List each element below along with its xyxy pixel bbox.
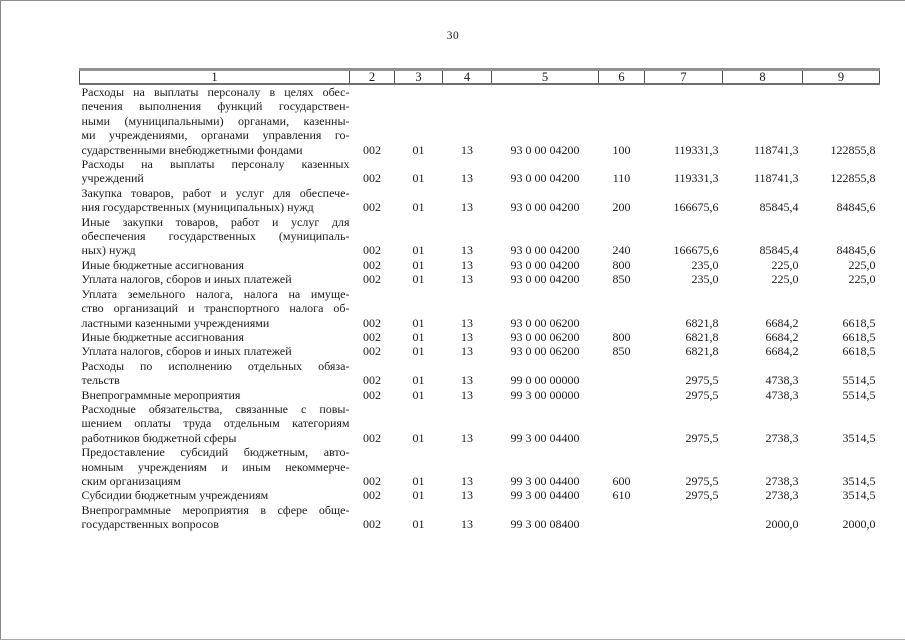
expense-name: Предоставление субсидий бюджетным, авто- номным учреждениям и иным некоммерче- ским организациям	[81, 445, 350, 488]
subsection-code: 13	[461, 200, 473, 215]
amount-year1: 119331,3	[673, 171, 719, 186]
expense-name: Расходы по исполнению отдельных обяза- тельств	[81, 358, 350, 388]
table-header-row	[80, 70, 880, 85]
expense-type-code	[599, 359, 645, 388]
subsection-code: 13	[461, 171, 473, 186]
expense-name: Иные бюджетные ассигнования	[81, 257, 244, 272]
budget-expenditure-table	[79, 68, 880, 532]
subsection-code: 13	[461, 430, 473, 445]
target-article-code: 93 0 00 04200	[510, 272, 580, 287]
amount-year2: 4738,3	[765, 387, 799, 402]
target-article-code: 93 0 00 04200	[510, 171, 580, 186]
expense-type-code: 850	[612, 272, 631, 287]
subsection-code: 13	[461, 373, 473, 388]
expense-name: Расходы на выплаты персоналу в целях обес- печения выполнения функций государствен- ными (муниципальными) органами, казенны- ми учреждениями, органами управления го- сударственными внебюджетными фондами	[81, 85, 350, 157]
subsection-code: 13	[461, 257, 473, 272]
amount-year3: 225,0	[848, 272, 876, 287]
subsection-code: 13	[461, 142, 473, 157]
grbs-code: 002	[363, 344, 381, 359]
subsection-code: 13	[461, 315, 473, 330]
amount-year3: 84845,6	[836, 243, 876, 258]
table-row	[80, 186, 880, 215]
section-code: 01	[412, 257, 425, 272]
table-row	[80, 330, 880, 344]
amount-year1: 2975,5	[685, 488, 719, 503]
table-row	[80, 503, 880, 532]
table-row	[80, 258, 880, 272]
amount-year3: 5514,5	[842, 373, 876, 388]
expense-name: Внепрограммные мероприятия в сфере обще- государственных вопросов	[81, 502, 350, 532]
grbs-code: 002	[363, 315, 381, 330]
target-article-code: 99 3 00 08400	[510, 517, 580, 532]
target-article-code: 99 3 00 04400	[510, 430, 580, 445]
amount-year2: 118741,3	[753, 142, 799, 157]
table-row	[80, 359, 880, 388]
expense-name: Расходы на выплаты персоналу казенных учреждений	[81, 157, 350, 186]
amount-year1: 2975,5	[685, 473, 719, 488]
section-code: 01	[412, 315, 425, 330]
amount-year2: 225,0	[771, 257, 799, 272]
expense-type-code: 800	[612, 257, 631, 272]
expense-name: Иные бюджетные ассигнования	[81, 329, 244, 344]
table-row	[80, 84, 880, 157]
grbs-code: 002	[363, 517, 381, 532]
grbs-code: 002	[363, 171, 381, 186]
amount-year1: 119331,3	[673, 142, 719, 157]
grbs-code: 002	[363, 430, 381, 445]
section-code: 01	[412, 373, 425, 388]
amount-year2: 85845,4	[759, 243, 799, 258]
table-body	[80, 84, 880, 532]
amount-year3: 225,0	[848, 257, 876, 272]
amount-year2: 225,0	[771, 272, 799, 287]
grbs-code: 002	[363, 243, 381, 258]
amount-year2: 85845,4	[759, 200, 799, 215]
expense-name: Уплата земельного налога, налога на имуще- ство организаций и транспортного налога об- ластными казенными учреждениями	[81, 286, 350, 330]
column-header-2: 2	[350, 70, 395, 85]
grbs-code: 002	[363, 257, 381, 272]
section-code: 01	[412, 272, 425, 287]
amount-year2: 2738,3	[765, 488, 799, 503]
subsection-code: 13	[461, 517, 473, 532]
section-code: 01	[412, 517, 425, 532]
target-article-code: 93 0 00 04200	[510, 243, 580, 258]
amount-year2: 2000,0	[765, 517, 799, 532]
amount-year1: 6821,8	[685, 329, 719, 344]
subsection-code: 13	[461, 473, 473, 488]
amount-year3: 6618,5	[842, 344, 876, 359]
section-code: 01	[412, 243, 425, 258]
amount-year3: 5514,5	[842, 387, 876, 402]
target-article-code: 93 0 00 04200	[510, 142, 580, 157]
expense-type-code: 600	[612, 473, 631, 488]
grbs-code: 002	[363, 272, 381, 287]
section-code: 01	[412, 488, 425, 503]
expense-type-code	[599, 388, 645, 402]
section-code: 01	[412, 200, 425, 215]
section-code: 01	[412, 142, 425, 157]
amount-year3: 6618,5	[842, 329, 876, 344]
expense-type-code: 100	[612, 142, 631, 157]
target-article-code: 93 0 00 06200	[510, 315, 580, 330]
grbs-code: 002	[363, 488, 381, 503]
table-row	[80, 488, 880, 502]
column-header-5: 5	[492, 70, 599, 85]
expense-type-code: 240	[612, 243, 631, 258]
amount-year1: 2975,5	[685, 373, 719, 388]
target-article-code: 93 0 00 04200	[510, 200, 580, 215]
page-number: 30	[446, 30, 460, 42]
amount-year1: 6821,8	[685, 344, 719, 359]
column-header-7: 7	[645, 70, 723, 85]
amount-year3: 2000,0	[842, 517, 876, 532]
amount-year1: 2975,5	[685, 430, 719, 445]
column-header-6: 6	[599, 70, 645, 85]
expense-type-code	[599, 503, 645, 532]
column-header-4: 4	[443, 70, 492, 85]
target-article-code: 93 0 00 04200	[510, 257, 580, 272]
target-article-code: 99 3 00 04400	[510, 473, 580, 488]
subsection-code: 13	[461, 387, 473, 402]
amount-year1: 166675,6	[673, 200, 719, 215]
expense-type-code: 200	[612, 200, 631, 215]
amount-year1: 235,0	[691, 272, 719, 287]
target-article-code: 99 3 00 00000	[510, 387, 580, 402]
expense-name: Внепрограммные мероприятия	[81, 387, 241, 402]
subsection-code: 13	[461, 344, 473, 359]
expense-type-code	[599, 287, 645, 330]
table-row	[80, 388, 880, 402]
subsection-code: 13	[461, 488, 473, 503]
amount-year1: 235,0	[691, 257, 719, 272]
column-header-3: 3	[395, 70, 443, 85]
column-header-1: 1	[80, 70, 350, 85]
expense-type-code	[599, 402, 645, 445]
expense-type-code: 850	[612, 344, 631, 359]
expense-name: Уплата налогов, сборов и иных платежей	[81, 272, 292, 287]
grbs-code: 002	[363, 473, 381, 488]
amount-year3: 122855,8	[830, 171, 876, 186]
target-article-code: 93 0 00 06200	[510, 329, 580, 344]
target-article-code: 99 0 00 00000	[510, 373, 580, 388]
grbs-code: 002	[363, 373, 381, 388]
table-row	[80, 344, 880, 358]
amount-year1: 2975,5	[685, 387, 719, 402]
amount-year1: 6821,8	[685, 315, 719, 330]
section-code: 01	[412, 387, 425, 402]
amount-year3: 122855,8	[830, 142, 876, 157]
amount-year1: 166675,6	[673, 243, 719, 258]
grbs-code: 002	[363, 387, 381, 402]
amount-year3: 6618,5	[842, 315, 876, 330]
amount-year2: 4738,3	[765, 373, 799, 388]
amount-year2: 6684,2	[765, 315, 799, 330]
table-row	[80, 445, 880, 488]
expense-name: Субсидии бюджетным учреждениям	[81, 488, 269, 503]
section-code: 01	[412, 329, 425, 344]
target-article-code: 93 0 00 06200	[510, 344, 580, 359]
table-row	[80, 215, 880, 258]
column-header-9: 9	[803, 70, 880, 85]
table-header	[80, 70, 880, 85]
amount-year3: 84845,6	[836, 200, 876, 215]
target-article-code: 99 3 00 04400	[510, 488, 580, 503]
amount-year2: 6684,2	[765, 329, 799, 344]
amount-year2: 2738,3	[765, 430, 799, 445]
table-row	[80, 287, 880, 330]
section-code: 01	[412, 430, 425, 445]
amount-year2: 118741,3	[753, 171, 799, 186]
section-code: 01	[412, 344, 425, 359]
expense-name: Уплата налогов, сборов и иных платежей	[81, 344, 292, 359]
expense-name: Иные закупки товаров, работ и услуг для обеспечения государственных (муниципаль- ных) нужд	[81, 214, 350, 258]
amount-year3: 3514,5	[842, 488, 876, 503]
table-row	[80, 157, 880, 186]
expense-type-code: 610	[612, 488, 631, 503]
table-row	[80, 402, 880, 445]
expense-name: Расходные обязательства, связанные с повы- шением оплаты труда отдельным категориям работников бюджетной сферы	[81, 401, 350, 445]
column-header-8: 8	[723, 70, 803, 85]
amount-year3: 3514,5	[842, 473, 876, 488]
section-code: 01	[412, 171, 425, 186]
grbs-code: 002	[363, 142, 381, 157]
amount-year1	[645, 503, 723, 532]
grbs-code: 002	[363, 200, 381, 215]
section-code: 01	[412, 473, 425, 488]
expense-type-code: 110	[612, 171, 631, 186]
subsection-code: 13	[461, 329, 473, 344]
subsection-code: 13	[461, 243, 473, 258]
expense-type-code: 800	[612, 329, 631, 344]
amount-year3: 3514,5	[842, 430, 876, 445]
table-row	[80, 272, 880, 286]
subsection-code: 13	[461, 272, 473, 287]
grbs-code: 002	[363, 329, 381, 344]
amount-year2: 6684,2	[765, 344, 799, 359]
amount-year2: 2738,3	[765, 473, 799, 488]
expense-name: Закупка товаров, работ и услуг для обеспече- ния государственных (муниципальных) нужд	[81, 185, 350, 215]
